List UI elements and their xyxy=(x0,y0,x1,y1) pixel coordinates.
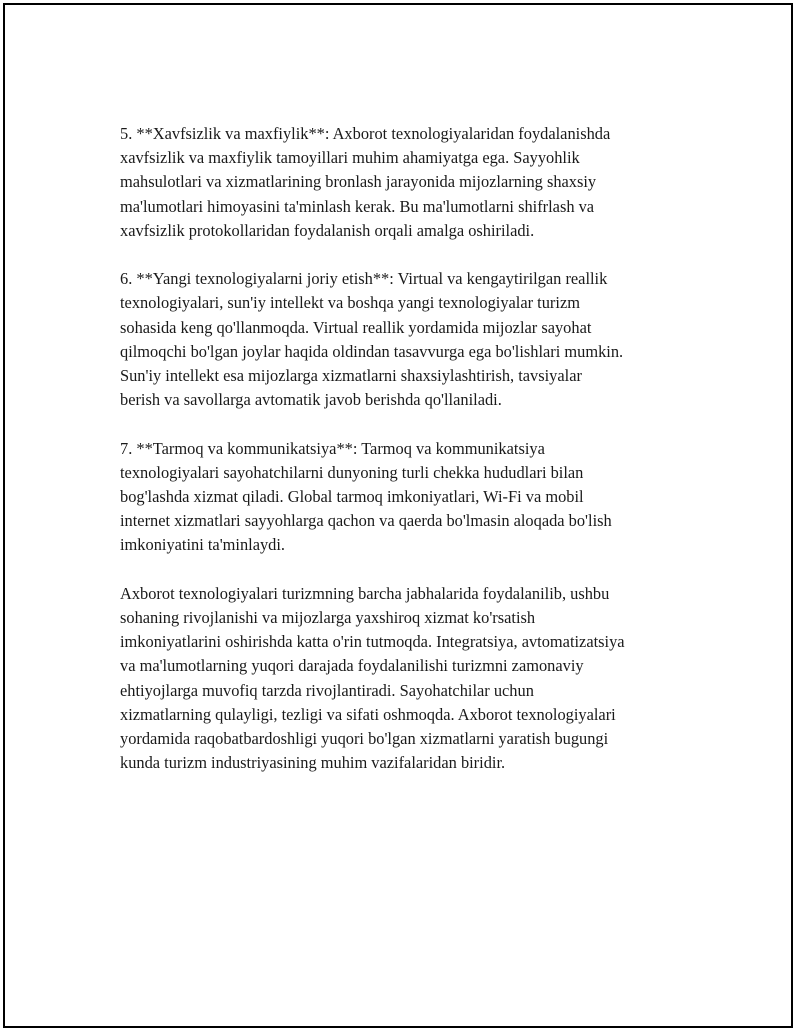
paragraph-tarmoq: 7. **Tarmoq va kommunikatsiya**: Tarmoq va kommunikatsiya texnologiyalari sayohatchilarni dunyoning turli chekka hududlari bilan bog'lashda xizmat qiladi. Global tarmoq imkoniyatlari, Wi-Fi va mobil internet xizmatlari sayyohlarga qachon va qaerda bo'lmasin aloqada bo'lish imkoniyatini ta'minlaydi. xyxy=(120,438,612,555)
document-body xyxy=(120,122,692,800)
paragraph-conclusion: Axborot texnologiyalari turizmning barcha jabhalarida foydalanilib, ushbu sohaning rivojlanishi va mijozlarga yaxshiroq xizmat ko'rsatish imkoniyatlarini oshirishda katta o'rin tutmoqda. Integratsiya, avtomatizatsiya va ma'lumotlarning yuqori darajada foydalanilishi turizmni zamonaviy ehtiyojlarga muvofiq tarzda rivojlantiradi. Sayohatchilar uchun xizmatlarning qulayligi, tezligi va sifati oshmoqda. Axborot texnologiyalari yordamida raqobatbardoshligi yuqori bo'lgan xizmatlarni yaratish bugungi kunda turizm industriyasining muhim vazifalaridan biridir. xyxy=(120,583,625,773)
document-page xyxy=(3,3,793,1028)
paragraph-yangi-texnologiyalar: 6. **Yangi texnologiyalarni joriy etish**: Virtual va kengaytirilgan reallik texnologiyalari, sun'iy intellekt va boshqa yangi texnologiyalar turizm sohasida keng qo'llanmoqda. Virtual reallik yordamida mijozlar sayohat qilmoqchi bo'lgan joylar haqida oldindan tasavvurga ega bo'lishlari mumkin. Sun'iy intellekt esa mijozlarga xizmatlarni shaxsiylashtirish, tavsiyalar berish va savollarga avtomatik javob berishda qo'llaniladi. xyxy=(120,269,624,410)
paragraph-xavfsizlik: 5. **Xavfsizlik va maxfiylik**: Axborot texnologiyalaridan foydalanishda xavfsizlik va maxfiylik tamoyillari muhim ahamiyatga ega. Sayyohlik mahsulotlari va xizmatlarining bronlash jarayonida mijozlarning shaxsiy ma'lumotlari himoyasini ta'minlash kerak. Bu ma'lumotlarni shifrlash va xavfsizlik protokollaridan foydalanish orqali amalga oshiriladi. xyxy=(120,124,611,240)
